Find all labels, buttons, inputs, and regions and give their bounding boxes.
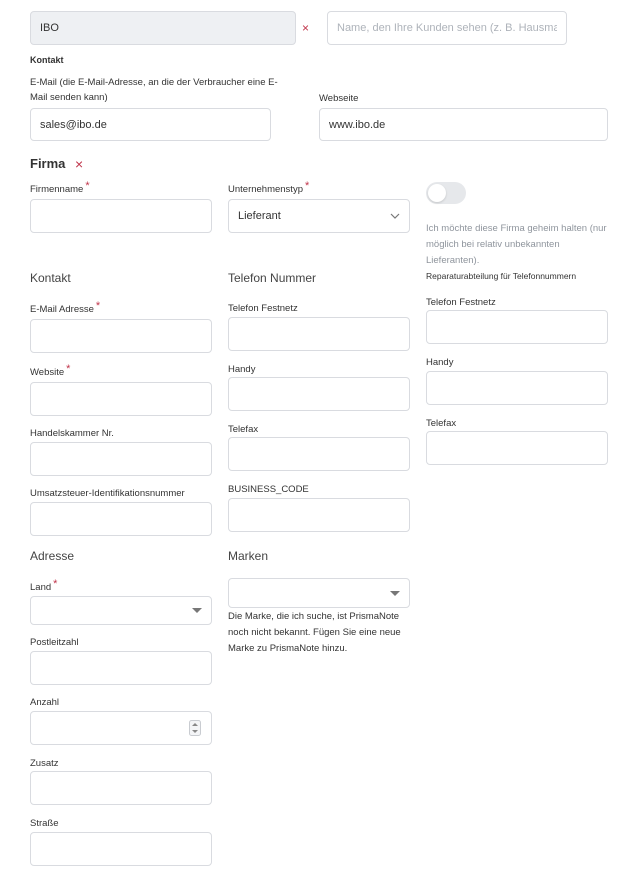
business-code-input[interactable] — [228, 498, 410, 532]
required-mark: * — [85, 180, 90, 192]
email-address-label-text: E-Mail Adresse — [30, 304, 94, 315]
required-mark: * — [53, 578, 58, 590]
top-website-label: Webseite — [319, 93, 359, 104]
caret-down-icon — [192, 608, 202, 613]
repair-festnetz-input[interactable] — [426, 310, 608, 344]
telefon-festnetz-label: Telefon Festnetz — [228, 303, 298, 314]
website-input[interactable] — [30, 382, 212, 416]
email-address-label — [30, 302, 100, 317]
anzahl-label: Anzahl — [30, 697, 60, 708]
handelskammer-label: Handelskammer Nr. — [30, 428, 114, 439]
company-name-input[interactable] — [30, 11, 296, 45]
repair-festnetz-label: Telefon Festnetz — [426, 297, 496, 308]
top-kontakt-heading: Kontakt — [30, 55, 64, 65]
strasse-input[interactable] — [30, 832, 212, 866]
zusatz-input[interactable] — [30, 771, 212, 805]
zusatz-label: Zusatz — [30, 758, 59, 769]
firmenname-label-text: Firmenname — [30, 184, 84, 195]
required-mark: * — [304, 180, 310, 192]
remove-company-icon[interactable]: × — [302, 21, 310, 35]
repair-telefax-label: Telefax — [426, 418, 457, 429]
anzahl-input[interactable] — [30, 711, 212, 745]
plz-input[interactable] — [30, 651, 212, 685]
firma-heading — [30, 156, 65, 171]
toggle-knob — [428, 184, 446, 202]
top-website-input[interactable] — [319, 108, 608, 141]
land-label-text: Land — [30, 582, 52, 593]
plz-label: Postleitzahl — [30, 637, 79, 648]
remove-firma-icon[interactable]: × — [75, 156, 84, 172]
business-code-label: BUSINESS_CODE — [228, 484, 309, 495]
adresse-heading: Adresse — [30, 549, 75, 563]
repair-dept-heading: Reparaturabteilung für Telefonnummern — [426, 271, 577, 281]
ust-label: Umsatzsteuer-Identifikationsnummer — [30, 488, 185, 499]
handy-input[interactable] — [228, 377, 410, 411]
website-label — [30, 365, 70, 380]
required-mark: * — [66, 363, 71, 375]
number-spinner-icon[interactable] — [189, 720, 201, 736]
chevron-down-icon — [390, 213, 400, 219]
telefax-label: Telefax — [228, 424, 259, 435]
marken-heading: Marken — [228, 549, 269, 563]
strasse-label: Straße — [30, 818, 59, 829]
unternehmenstyp-select[interactable] — [228, 199, 410, 233]
top-email-label: E-Mail (die E-Mail-Adresse, an die der Verbraucher eine E-Mail senden kann) — [30, 77, 278, 103]
firmenname-input[interactable] — [30, 199, 212, 233]
repair-handy-label: Handy — [426, 357, 454, 368]
telefax-input[interactable] — [228, 437, 410, 471]
land-select[interactable] — [30, 596, 212, 625]
top-email-input[interactable] — [30, 108, 271, 141]
telefon-heading: Telefon Nummer — [228, 271, 317, 285]
unternehmenstyp-label — [228, 182, 309, 197]
required-mark: * — [95, 300, 101, 312]
website-label-text: Website — [30, 367, 65, 378]
caret-down-icon — [390, 591, 400, 596]
repair-handy-input[interactable] — [426, 371, 608, 405]
marken-note: Die Marke, die ich suche, ist PrismaNote noch nicht bekannt. Fügen Sie eine neue Marke zu PrismaNote hinzu. — [228, 611, 401, 654]
handy-label: Handy — [228, 364, 256, 375]
secret-note: Ich möchte diese Firma geheim halten (nur möglich bei relativ unbekannten Lieferanten). — [426, 223, 607, 266]
unternehmenstyp-value: Lieferant — [238, 210, 281, 222]
repair-telefax-input[interactable] — [426, 431, 608, 465]
firmenname-label — [30, 182, 90, 197]
display-name-input[interactable] — [327, 11, 567, 45]
handelskammer-input[interactable] — [30, 442, 212, 476]
marken-select[interactable] — [228, 578, 410, 608]
email-address-input[interactable] — [30, 319, 212, 353]
firma-title: Firma — [30, 156, 66, 171]
ust-input[interactable] — [30, 502, 212, 536]
land-label — [30, 580, 57, 595]
unternehmenstyp-label-text: Unternehmenstyp — [228, 184, 303, 195]
kontakt-heading: Kontakt — [30, 271, 71, 285]
telefon-festnetz-input[interactable] — [228, 317, 410, 351]
secret-toggle[interactable] — [426, 182, 466, 204]
